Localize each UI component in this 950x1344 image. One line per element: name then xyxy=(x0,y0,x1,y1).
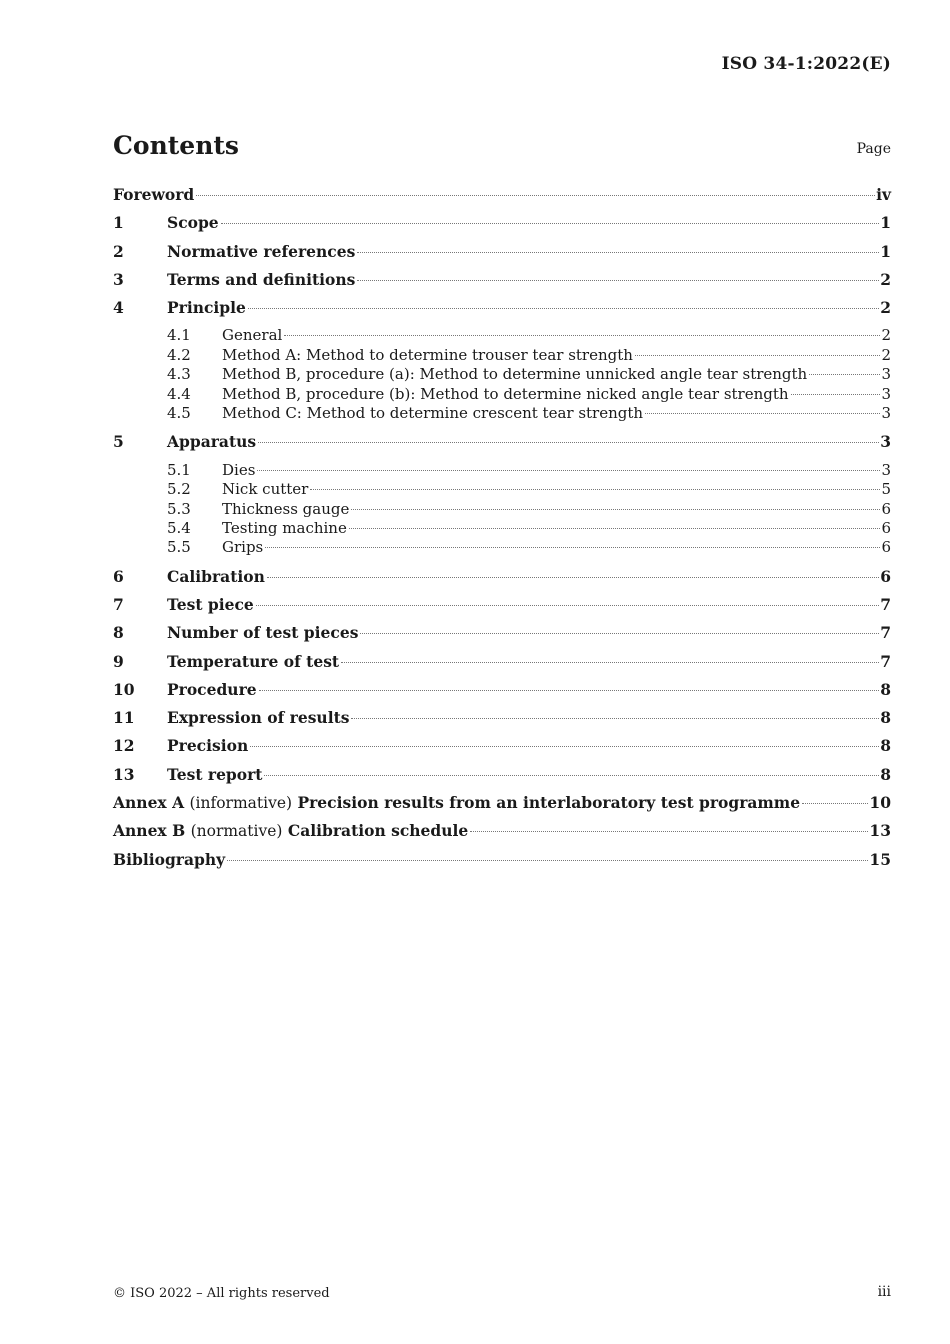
annex-type: (normative) xyxy=(190,822,283,841)
toc-entry-title[interactable]: Scope xyxy=(167,213,219,233)
toc-entry-page[interactable]: 3 xyxy=(881,365,891,384)
toc-entry-title[interactable]: Principle xyxy=(167,298,246,318)
toc-dot-leader xyxy=(341,662,879,663)
toc-subentry[interactable] xyxy=(113,538,891,557)
toc-dot-leader xyxy=(357,280,879,281)
toc-entry[interactable] xyxy=(113,567,891,595)
toc-dot-leader xyxy=(258,442,879,443)
toc-entry-page[interactable]: 7 xyxy=(880,594,891,614)
toc-entry-page[interactable]: 7 xyxy=(880,651,891,671)
toc-dot-leader xyxy=(248,308,879,309)
annex-title: Calibration schedule xyxy=(287,821,469,841)
toc-entry-title[interactable]: Method B, procedure (b): Method to determine nicked angle tear strength xyxy=(222,384,789,403)
toc-dot-leader xyxy=(221,223,880,224)
toc-entry-title[interactable]: Dies xyxy=(222,460,256,479)
toc-entry-number: 4.5 xyxy=(167,404,191,423)
toc-entry-page[interactable]: 2 xyxy=(881,345,891,364)
toc-entry-number: 13 xyxy=(113,764,135,784)
toc-entry-page[interactable]: 7 xyxy=(880,623,891,643)
page-number: iii xyxy=(877,1284,891,1300)
toc-dot-leader xyxy=(264,775,879,776)
toc-entry-title[interactable]: Apparatus xyxy=(167,432,257,452)
toc-entry-number: 5.1 xyxy=(167,460,191,479)
toc-entry-number: 7 xyxy=(113,594,124,614)
toc-subentry[interactable] xyxy=(113,519,891,538)
toc-entry[interactable] xyxy=(113,242,891,270)
toc-entry-title[interactable]: Bibliography xyxy=(113,849,226,869)
toc-entry-page[interactable]: 3 xyxy=(881,460,891,479)
toc-entry-page[interactable]: 15 xyxy=(869,849,891,869)
toc-entry[interactable] xyxy=(113,595,891,623)
toc-entry[interactable] xyxy=(113,708,891,736)
toc-entry-number: 4.1 xyxy=(167,326,191,345)
toc-dot-leader xyxy=(257,470,880,471)
toc-dot-leader xyxy=(809,374,880,375)
toc-subentry[interactable] xyxy=(113,480,891,499)
toc-entry-number: 2 xyxy=(113,241,124,261)
toc-entry[interactable] xyxy=(113,270,891,298)
toc-dot-leader xyxy=(360,633,879,634)
toc-entry-number: 5.2 xyxy=(167,480,191,499)
toc-dot-leader xyxy=(265,547,880,548)
toc-entry-page[interactable]: 6 xyxy=(880,566,891,586)
toc-dot-leader xyxy=(196,195,875,196)
toc-entry-page[interactable]: 3 xyxy=(881,384,891,403)
toc-dot-leader xyxy=(310,489,880,490)
toc-dot-leader xyxy=(645,413,880,414)
toc-annex-entry[interactable] xyxy=(113,793,891,821)
toc-entry[interactable] xyxy=(113,213,891,241)
toc-subentry[interactable] xyxy=(113,385,891,404)
toc-entry[interactable] xyxy=(113,765,891,793)
toc-entry-page[interactable]: 1 xyxy=(880,241,891,261)
toc-entry[interactable] xyxy=(113,623,891,651)
toc-entry-number: 6 xyxy=(113,566,124,586)
toc-entry-title[interactable]: Number of test pieces xyxy=(167,623,359,643)
toc-entry-title[interactable]: Temperature of test xyxy=(167,651,340,671)
toc-entry-page[interactable]: 8 xyxy=(880,764,891,784)
toc-annex-entry[interactable] xyxy=(113,821,891,849)
toc-entry-title[interactable]: Terms and definitions xyxy=(167,269,356,289)
toc-dot-leader xyxy=(802,803,868,804)
contents-heading: Contents xyxy=(113,131,240,160)
toc-entry-number: 5 xyxy=(113,432,124,452)
toc-dot-leader xyxy=(256,605,879,606)
toc-entry-page[interactable]: 1 xyxy=(880,213,891,233)
toc-entry-page[interactable]: 8 xyxy=(880,736,891,756)
toc-entry[interactable] xyxy=(113,736,891,764)
annex-title-group[interactable] xyxy=(113,821,468,840)
document-id: ISO 34-1:2022(E) xyxy=(721,54,891,74)
toc-entry-number: 10 xyxy=(113,679,135,699)
toc-entry-page[interactable]: 2 xyxy=(881,326,891,345)
toc-dot-leader xyxy=(227,860,868,861)
toc-entry-title[interactable]: Method C: Method to determine crescent tear strength xyxy=(222,404,644,423)
toc-entry-bibliography[interactable] xyxy=(113,850,891,878)
toc-entry[interactable] xyxy=(113,680,891,708)
toc-entry-page[interactable]: 13 xyxy=(869,821,891,841)
toc-entry-page[interactable]: 5 xyxy=(881,480,891,499)
annex-label: Annex B xyxy=(113,821,186,841)
toc-entry-title[interactable]: Method B, procedure (a): Method to determine unnicked angle tear strength xyxy=(222,365,808,384)
toc-entry[interactable] xyxy=(113,652,891,680)
toc-subentry[interactable] xyxy=(113,404,891,423)
toc-dot-leader xyxy=(284,335,880,336)
toc-entry-page[interactable]: 6 xyxy=(881,538,891,557)
page-column-label: Page xyxy=(856,141,891,157)
toc-entry-title[interactable]: Testing machine xyxy=(222,518,347,537)
annex-type: (informative) xyxy=(189,794,293,813)
toc-entry-number: 5.4 xyxy=(167,518,191,537)
toc-entry-title[interactable]: Procedure xyxy=(167,679,257,699)
toc-entry-number: 8 xyxy=(113,623,124,643)
annex-label: Annex A xyxy=(113,793,185,813)
toc-entry-title[interactable]: General xyxy=(222,326,283,345)
toc-entry-page[interactable]: 3 xyxy=(880,432,891,452)
toc-entry-title[interactable]: Method A: Method to determine trouser tear strength xyxy=(222,345,633,364)
toc-entry-page[interactable]: 2 xyxy=(880,269,891,289)
toc-entry-number: 1 xyxy=(113,213,124,233)
toc-entry[interactable] xyxy=(113,432,891,460)
toc-subentry[interactable] xyxy=(113,500,891,519)
toc-dot-leader xyxy=(267,577,879,578)
toc-entry-page[interactable]: 8 xyxy=(880,679,891,699)
toc-dot-leader xyxy=(250,746,879,747)
table-of-contents xyxy=(113,185,891,878)
toc-dot-leader xyxy=(791,394,881,395)
toc-entry-number: 9 xyxy=(113,651,124,671)
toc-entry-number: 4.3 xyxy=(167,365,191,384)
toc-entry-number: 4.2 xyxy=(167,345,191,364)
toc-subentry[interactable] xyxy=(113,346,891,365)
toc-dot-leader xyxy=(635,355,881,356)
toc-entry-foreword[interactable] xyxy=(113,185,891,213)
toc-dot-leader xyxy=(351,718,879,719)
toc-entry-number: 3 xyxy=(113,269,124,289)
toc-entry-title[interactable]: Normative references xyxy=(167,241,356,261)
toc-entry-page[interactable]: 10 xyxy=(869,793,891,813)
toc-entry-page[interactable]: iv xyxy=(876,185,891,204)
annex-title: Precision results from an interlaboratory test programme xyxy=(297,793,801,813)
toc-entry-title[interactable]: Expression of results xyxy=(167,708,350,728)
toc-entry-title[interactable]: Grips xyxy=(222,538,264,557)
toc-entry-number: 5.3 xyxy=(167,499,191,518)
toc-subentry[interactable] xyxy=(113,326,891,345)
toc-subentry[interactable] xyxy=(113,461,891,480)
toc-entry-number: 4.4 xyxy=(167,384,191,403)
toc-dot-leader xyxy=(351,509,880,510)
toc-entry-number: 4 xyxy=(113,298,124,318)
annex-title-group[interactable] xyxy=(113,793,800,812)
copyright-notice: © ISO 2022 – All rights reserved xyxy=(113,1286,330,1301)
toc-entry-page[interactable]: 6 xyxy=(881,499,891,518)
toc-entry-page[interactable]: 3 xyxy=(881,404,891,423)
toc-entry-page[interactable]: 6 xyxy=(881,518,891,537)
toc-subentry[interactable] xyxy=(113,365,891,384)
toc-dot-leader xyxy=(259,690,880,691)
toc-dot-leader xyxy=(470,831,868,832)
toc-entry-title[interactable]: Test report xyxy=(167,764,263,784)
toc-entry-page[interactable]: 8 xyxy=(880,708,891,728)
toc-entry-title[interactable]: Calibration xyxy=(167,566,265,586)
toc-entry-title[interactable]: Foreword xyxy=(113,185,195,204)
toc-entry-title[interactable]: Test piece xyxy=(167,594,254,614)
toc-entry-number: 12 xyxy=(113,736,135,756)
toc-entry-title[interactable]: Nick cutter xyxy=(222,480,309,499)
toc-dot-leader xyxy=(357,252,879,253)
toc-entry-number: 11 xyxy=(113,708,135,728)
toc-entry[interactable] xyxy=(113,298,891,326)
toc-entry-title[interactable]: Precision xyxy=(167,736,249,756)
toc-entry-number: 5.5 xyxy=(167,538,191,557)
toc-entry-title[interactable]: Thickness gauge xyxy=(222,499,350,518)
toc-dot-leader xyxy=(349,528,881,529)
toc-entry-page[interactable]: 2 xyxy=(880,298,891,318)
